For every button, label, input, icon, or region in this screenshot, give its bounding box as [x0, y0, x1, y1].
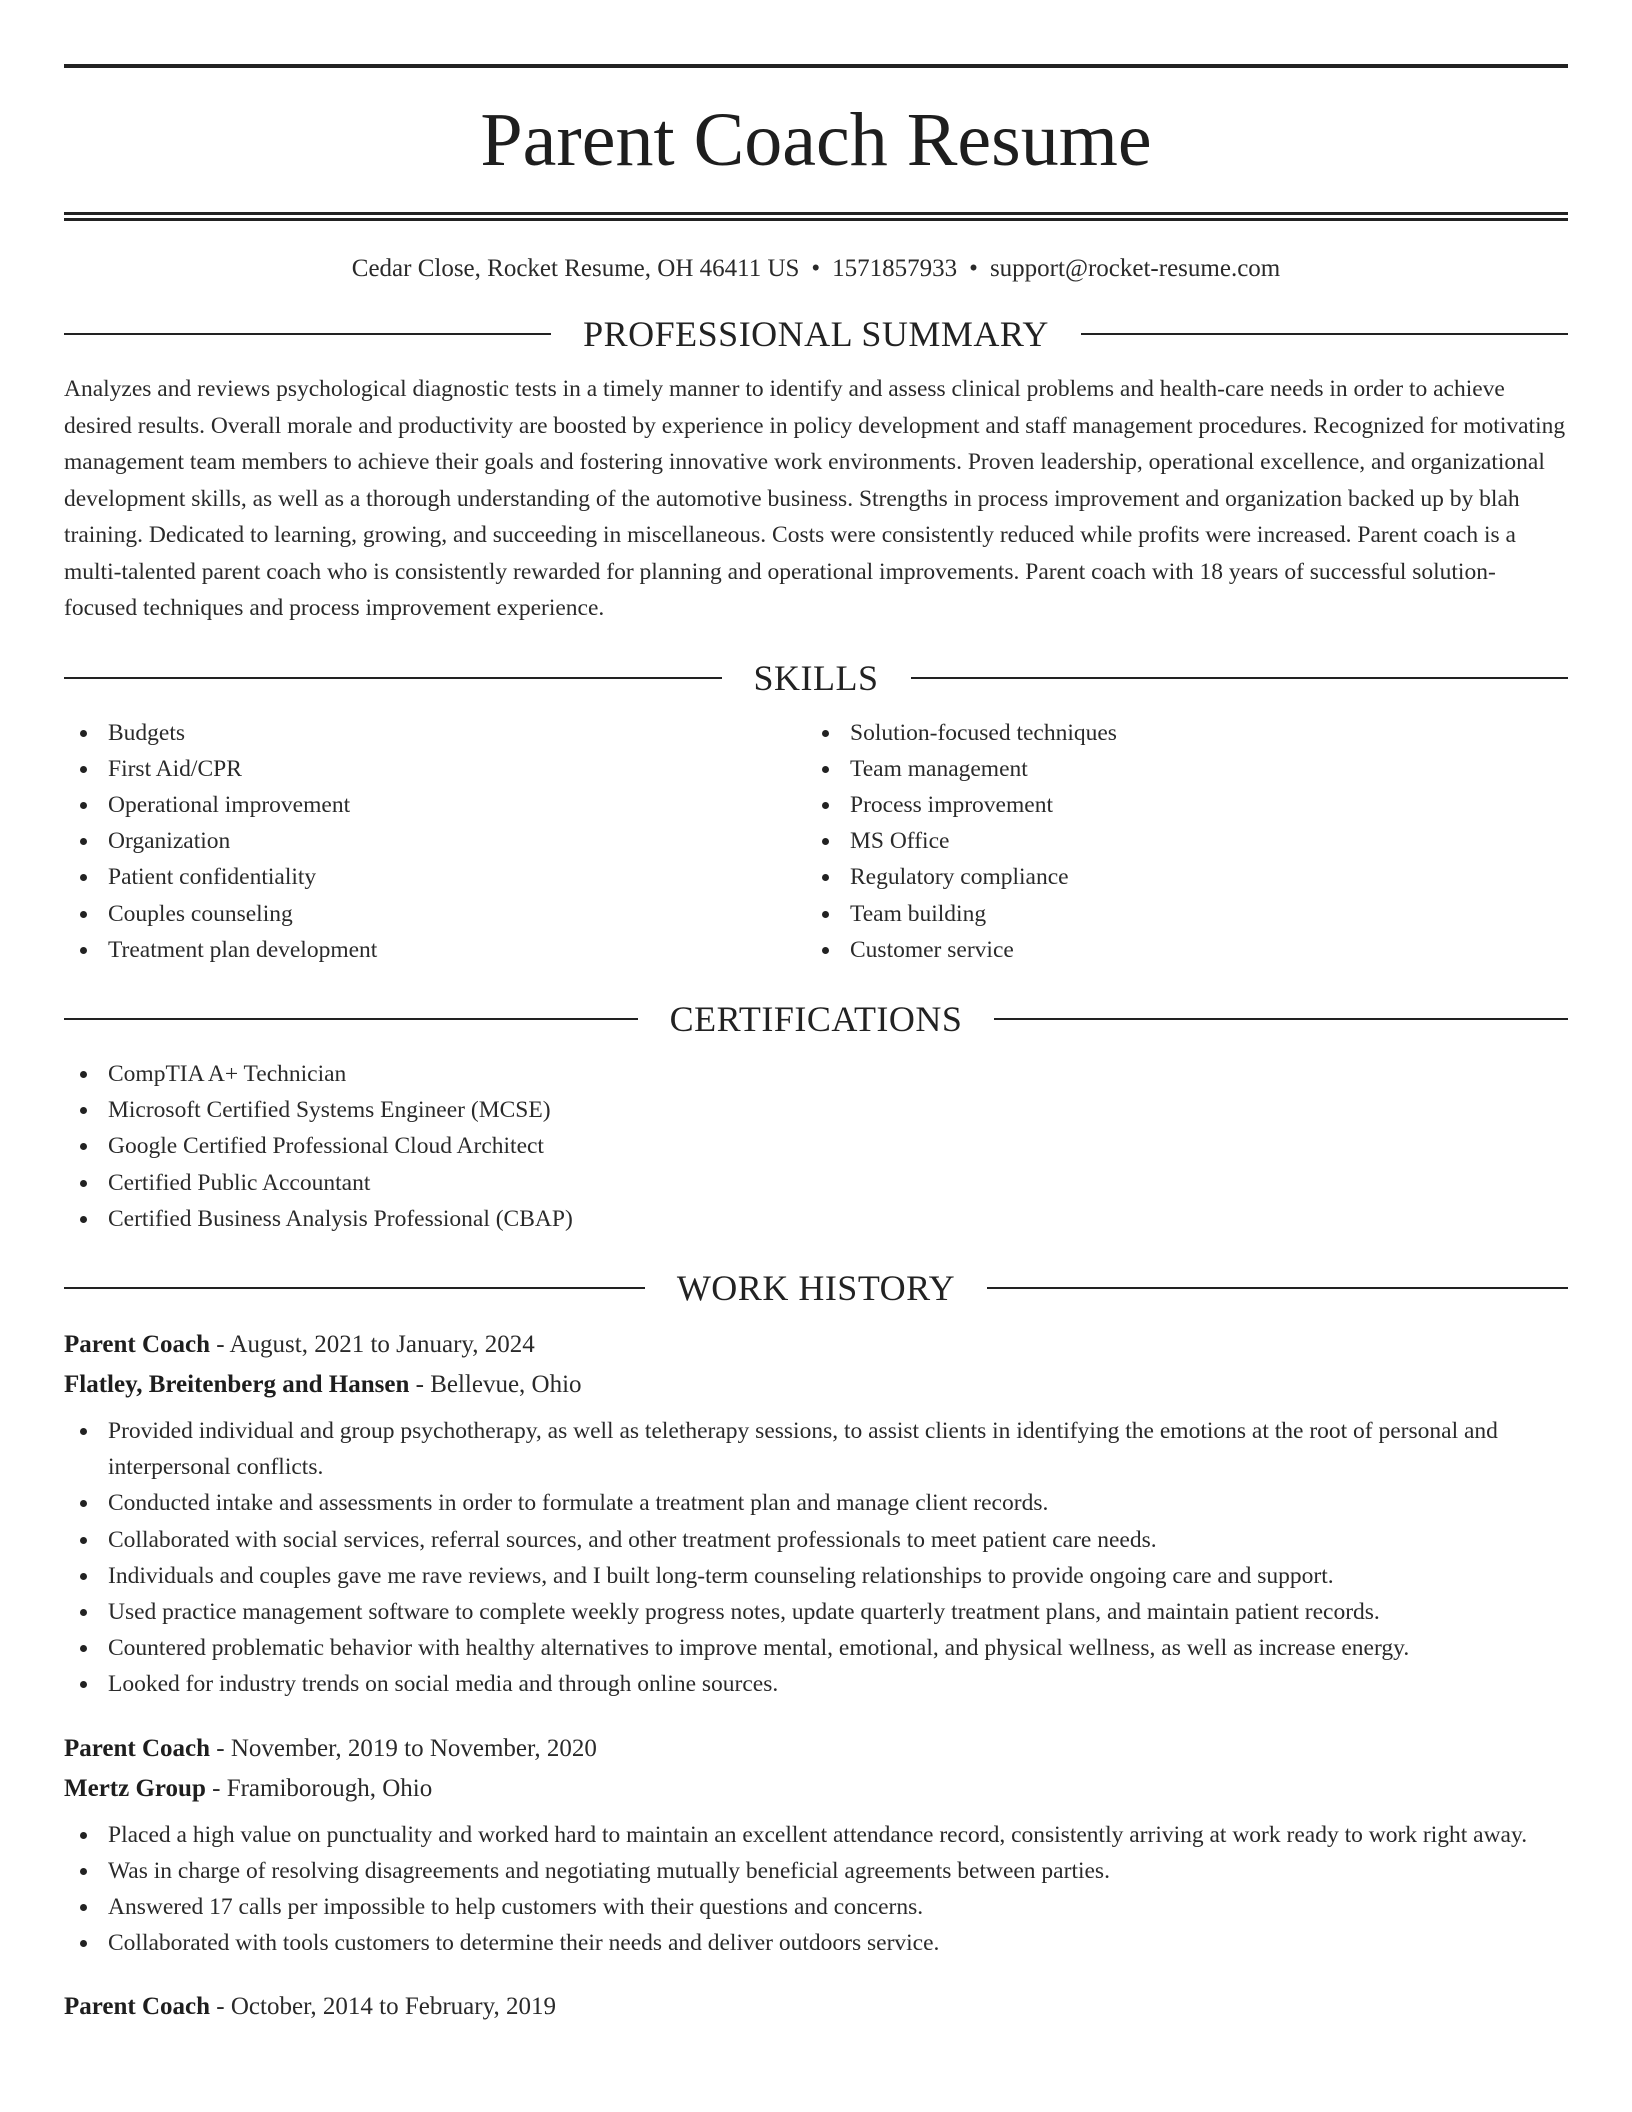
- heading-rule-left: [64, 677, 722, 679]
- job-company: Flatley, Breitenberg and Hansen: [64, 1370, 410, 1398]
- job-company-line: Mertz Group - Framiborough, Ohio: [64, 1774, 433, 1802]
- contact-separator: •: [811, 255, 821, 282]
- job-duty: Individuals and couples gave me rave reviews, and I built long-term counseling relationships to provide ongoing care and support.: [64, 1558, 1568, 1594]
- heading-rule-left: [64, 1287, 645, 1289]
- job-duty: Collaborated with tools customers to determine their needs and deliver outdoors service.: [64, 1925, 1568, 1961]
- skill-item: Process improvement: [806, 787, 1548, 823]
- job-duty: Used practice management software to complete weekly progress notes, update quarterly treatment plans, and maintain patient records.: [64, 1594, 1568, 1630]
- certification-item: Certified Public Accountant: [64, 1165, 1568, 1201]
- job-duty: Provided individual and group psychotherapy, as well as teletherapy sessions, to assist clients in identifying the emotions at the root of personal and interpersonal conflicts.: [64, 1413, 1568, 1485]
- skill-item: Budgets: [64, 715, 806, 751]
- skill-item: Customer service: [806, 932, 1548, 968]
- job-role: Parent Coach: [64, 1734, 211, 1762]
- skill-item: First Aid/CPR: [64, 751, 806, 787]
- contact-line: [64, 255, 1568, 283]
- job-entry: [64, 1987, 1568, 2027]
- resume-title: Parent Coach Resume: [480, 98, 1152, 182]
- summary-text: Analyzes and reviews psychological diagnostic tests in a timely manner to identify and assess clinical problems and health-care needs in order to achieve desired results. Overall morale and productivity are boosted by experience in policy development and staff management procedures. Recognized for motivating management team members to achieve their goals and fostering innovative work environments. Proven leadership, operational excellence, and organizational development skills, as well as a thorough understanding of the automotive business. Strengths in process improvement and organization backed up by blah training. Dedicated to learning, growing, and succeeding in miscellaneous. Costs were consistently reduced while profits were increased. Parent coach is a multi-talented parent coach who is consistently rewarded for planning and operational improvements. Parent coach with 18 years of successful solution-focused techniques and process improvement experience.: [64, 376, 1566, 621]
- skill-item: Team management: [806, 751, 1548, 787]
- skill-item: Couples counseling: [64, 896, 806, 932]
- job-duty: Conducted intake and assessments in order to formulate a treatment plan and manage client records.: [64, 1485, 1568, 1521]
- skills-grid: [64, 715, 1568, 968]
- title-double-rule: [64, 212, 1568, 221]
- work-heading: [64, 1267, 1568, 1309]
- skill-item: MS Office: [806, 823, 1548, 859]
- job-duty: Was in charge of resolving disagreements and negotiating mutually beneficial agreements between parties.: [64, 1853, 1568, 1889]
- contact-phone: 1571857933: [832, 255, 958, 282]
- job-entry: [64, 1729, 1568, 1962]
- job-dates: August, 2021 to January, 2024: [229, 1330, 535, 1358]
- job-company-line: Flatley, Breitenberg and Hansen - Bellevue, Ohio: [64, 1370, 582, 1398]
- job-duty: Looked for industry trends on social media and through online sources.: [64, 1666, 1568, 1702]
- heading-rule-right: [994, 1018, 1568, 1020]
- skill-item: Team building: [806, 896, 1548, 932]
- contact-email[interactable]: support@rocket-resume.com: [989, 255, 1281, 282]
- certifications-list: [64, 1056, 1568, 1237]
- summary-title: PROFESSIONAL SUMMARY: [583, 314, 1049, 354]
- skill-item: Solution-focused techniques: [806, 715, 1548, 751]
- skill-item: Regulatory compliance: [806, 859, 1548, 895]
- job-dates: October, 2014 to February, 2019: [230, 1993, 556, 2021]
- certification-item: Certified Business Analysis Professional (CBAP): [64, 1201, 1568, 1237]
- job-company: Mertz Group: [64, 1774, 206, 1802]
- summary-heading: [64, 313, 1568, 355]
- skills-heading: [64, 657, 1568, 699]
- contact-address: Cedar Close, Rocket Resume, OH 46411 US: [351, 255, 800, 282]
- certification-item: Google Certified Professional Cloud Architect: [64, 1128, 1568, 1164]
- heading-rule-right: [1081, 333, 1568, 335]
- certifications-title: CERTIFICATIONS: [669, 998, 963, 1039]
- heading-rule-right: [911, 677, 1569, 679]
- contact-separator: •: [969, 255, 978, 282]
- job-location: Bellevue, Ohio: [430, 1370, 582, 1398]
- certifications-heading: [64, 998, 1568, 1040]
- skill-item: Treatment plan development: [64, 932, 806, 968]
- heading-rule-right: [987, 1287, 1568, 1289]
- heading-rule-left: [64, 1018, 638, 1020]
- job-location: Framiborough, Ohio: [226, 1774, 433, 1802]
- skills-title: SKILLS: [753, 657, 879, 698]
- job-duties: [64, 1817, 1568, 1962]
- job-duty: Placed a high value on punctuality and worked hard to maintain an excellent attendance record, consistently arriving at work ready to work right away.: [64, 1817, 1568, 1853]
- skills-column-right: [806, 715, 1548, 968]
- skill-item: Patient confidentiality: [64, 859, 806, 895]
- job-role: Parent Coach: [64, 1993, 211, 2021]
- skills-column-left: [64, 715, 806, 968]
- skill-item: Operational improvement: [64, 787, 806, 823]
- top-rule: [64, 64, 1568, 68]
- skill-item: Organization: [64, 823, 806, 859]
- job-role-line: Parent Coach - November, 2019 to November, 2020: [64, 1734, 597, 1762]
- resume-page: [64, 0, 1568, 2027]
- job-role: Parent Coach: [64, 1330, 211, 1358]
- job-duty: Answered 17 calls per impossible to help customers with their questions and concerns.: [64, 1889, 1568, 1925]
- job-duty: Collaborated with social services, referral sources, and other treatment professionals to meet patient care needs.: [64, 1522, 1568, 1558]
- job-role-line: Parent Coach - August, 2021 to January, 2024: [64, 1330, 535, 1358]
- work-title: WORK HISTORY: [676, 1267, 956, 1308]
- job-dates: November, 2019 to November, 2020: [230, 1734, 597, 1762]
- heading-rule-left: [64, 333, 551, 335]
- job-duty: Countered problematic behavior with healthy alternatives to improve mental, emotional, and physical wellness, as well as increase energy.: [64, 1630, 1568, 1666]
- certification-item: Microsoft Certified Systems Engineer (MCSE): [64, 1092, 1568, 1128]
- job-entry: [64, 1325, 1568, 1703]
- job-duties: [64, 1413, 1568, 1703]
- certification-item: CompTIA A+ Technician: [64, 1056, 1568, 1092]
- job-role-line: Parent Coach - October, 2014 to February, 2019: [64, 1993, 556, 2021]
